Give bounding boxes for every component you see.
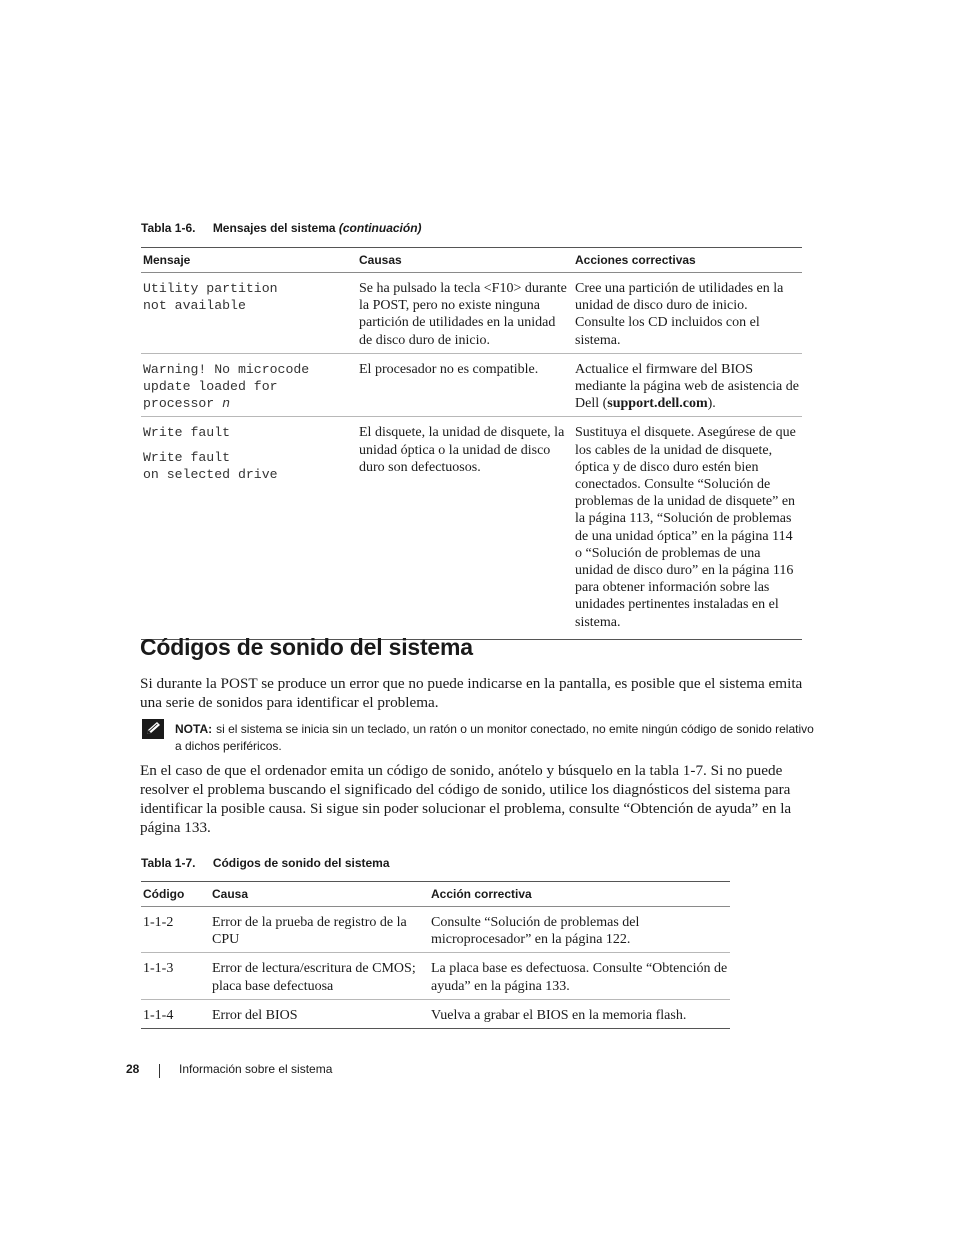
action-text: Actualice el firmware del BIOS mediante la página web de asistencia de Dell (: [575, 361, 799, 412]
column-header-code: Código: [141, 882, 210, 907]
system-message: Utility partition not available: [143, 281, 278, 314]
message-cell: [141, 353, 357, 417]
cause-cell: El disquete, la unidad de disquete, la unidad óptica o la unidad de disco duro son defectuosos.: [357, 417, 573, 639]
column-header-actions: Acciones correctivas: [573, 248, 802, 273]
table2-caption: [141, 856, 390, 870]
page-number: 28: [126, 1062, 140, 1076]
column-header-causes: Causas: [357, 248, 573, 273]
note-text: [175, 721, 815, 755]
intro-paragraph: Si durante la POST se produce un error que no puede indicarse en la pantalla, es posible que el sistema emita una serie de sonidos para identificar el problema.: [140, 675, 803, 711]
table1-caption: [141, 221, 422, 235]
action-cell: La placa base es defectuosa. Consulte “Obtención de ayuda” en la página 133.: [429, 953, 730, 999]
footer-title: Información sobre el sistema: [179, 1062, 333, 1076]
table1-caption-title: Mensajes del sistema: [212, 221, 336, 235]
code-cell: 1-1-3: [141, 953, 210, 999]
system-messages-table: [141, 247, 802, 640]
action-cell: [573, 353, 802, 417]
table-row: [141, 999, 730, 1028]
beep-codes-table: [141, 881, 730, 1029]
action-cell: Vuelva a grabar el BIOS en la memoria flash.: [429, 999, 730, 1028]
table1-caption-continuation: (continuación): [338, 221, 422, 235]
column-header-cause: Causa: [210, 882, 429, 907]
table-row: [141, 273, 802, 354]
table1-caption-number: Tabla 1-6.: [141, 221, 196, 235]
support-link[interactable]: support.dell.com: [607, 396, 708, 412]
table-row: [141, 353, 802, 417]
action-cell: Sustituya el disquete. Asegúrese de que los cables de la unidad de disquete, óptica y de disco duro estén bien conectados. Consulte “Solución de problemas de la unidad de disquete” en la página 113, “Solución de problemas de una unidad óptica” en la página 114 o “Solución de problemas de una unidad de disco duro” en la página 116 para obtener información sobre las unidades pertinentes instaladas en el sistema.: [573, 417, 802, 639]
cause-cell: El procesador no es compatible.: [357, 353, 573, 417]
cause-cell: Error del BIOS: [210, 999, 429, 1028]
table-row: [141, 907, 730, 953]
variable-n: n: [222, 396, 231, 412]
section-heading: Códigos de sonido del sistema: [140, 634, 473, 660]
note-pencil-icon: [142, 719, 164, 739]
column-header-action: Acción correctiva: [429, 882, 730, 907]
body-paragraph: En el caso de que el ordenador emita un código de sonido, anótelo y búsquelo en la tabla 1-7. Si no puede resolver el problema buscando el significado del código de sonido, utilice los diagnósticos del sistema para identificar la posible causa. Si sigue sin poder solucionar el problema, consulte “Obtención de ayuda” en la página 133.: [140, 762, 792, 836]
table-row: [141, 953, 730, 999]
cause-cell: Error de la prueba de registro de la CPU: [210, 907, 429, 953]
cause-cell: Error de lectura/escritura de CMOS; placa base defectuosa: [210, 953, 429, 999]
system-message: Write fault: [143, 425, 231, 441]
table-row: [141, 417, 802, 639]
code-cell: 1-1-2: [141, 907, 210, 953]
table2-caption-title: Códigos de sonido del sistema: [212, 856, 390, 870]
message-cell: [141, 273, 357, 354]
page-footer: [126, 1062, 333, 1076]
action-text-end: ).: [707, 396, 716, 412]
column-header-message: Mensaje: [141, 248, 357, 273]
cause-cell: Se ha pulsado la tecla <F10> durante la POST, pero no existe ninguna partición de utilidades en la unidad de disco duro de inicio.: [357, 273, 573, 354]
system-message: Warning! No microcode update loaded for processor n: [143, 361, 310, 412]
action-cell: Cree una partición de utilidades en la unidad de disco duro de inicio. Consulte los CD incluidos con el sistema.: [573, 273, 802, 354]
note-label: NOTA:: [175, 722, 213, 736]
table2-caption-number: Tabla 1-7.: [141, 856, 196, 870]
footer-separator: [159, 1064, 160, 1078]
message-cell: [141, 417, 357, 639]
table-header-row: [141, 882, 730, 907]
action-cell: Consulte “Solución de problemas del microprocesador” en la página 122.: [429, 907, 730, 953]
code-cell: 1-1-4: [141, 999, 210, 1028]
table-header-row: [141, 248, 802, 273]
note-body: si el sistema se inicia sin un teclado, un ratón o un monitor conectado, no emite ningún código de sonido relativo a dichos periféricos.: [175, 722, 814, 753]
system-message: Write fault on selected drive: [143, 449, 278, 482]
